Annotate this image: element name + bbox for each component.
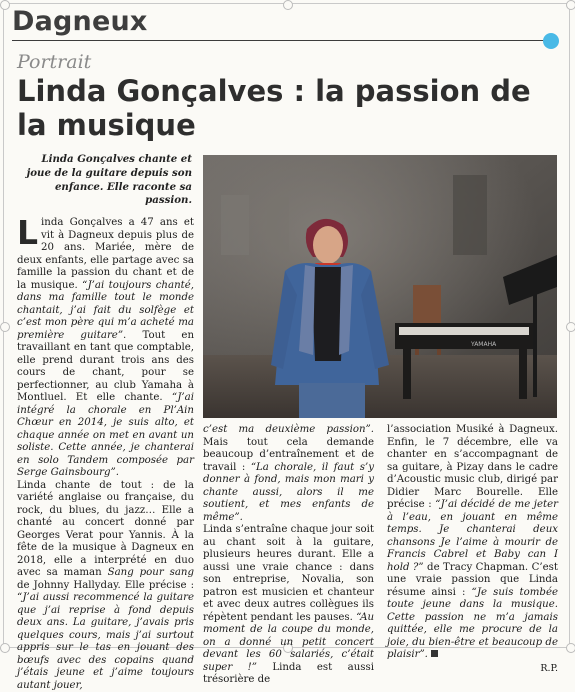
quote-text: c’est ma deuxième passion”. <box>203 424 374 435</box>
quote-text: “J’ai aussi recommencé la guitare que j’ai reprise à fond depuis deux ans. La guitare, j’avais pris quelques cours, mais j’ai surtout appris sur le tas en jouant des bœufs avec des copains quand j’étais jeune et j’aime toujours autant jouer, <box>17 592 194 691</box>
body-text: de Johnny Hallyday. Elle précise : <box>17 579 194 591</box>
edge-marker <box>566 322 575 332</box>
quote-text: “J’ai décidé de me jeter à l’eau, en jouant en même temps. Je chanterai deux chansons Je l’aime à mourir de Francis Cabrel et Baby can I hold ? <box>387 499 558 573</box>
article-kicker: Portrait <box>17 51 92 73</box>
body-text: Mais tout cela demande beaucoup d’entraînement et de travail : <box>203 436 374 473</box>
corner-marker <box>0 643 10 653</box>
drop-cap: L <box>17 213 39 252</box>
body-text: ” de Tracy Chapman. C’est une vraie passion que Linda résume ainsi : <box>387 561 558 598</box>
article-column-2 <box>203 424 374 687</box>
quote-text: “Au moment de la coupe du monde, on a donné un petit concert devant les 60 salariés, c’était super !” <box>203 611 374 673</box>
body-text: Tout en travaillant en tant que comptable, elle prend durant trois ans des cours de chant, pour se perfectionner, au club Yamaha à Montluel. Et elle chante. <box>17 329 195 403</box>
section-title: Dagneux <box>12 6 148 37</box>
body-text: Linda chante de tout : de la variété anglaise ou française, du rock, du blues, du jazz… Elle a chanté au concert donné par Georges Verat pour Yannis. À la fête de la musique à Dagneux en 2018, elle a interprété en duo avec sa maman <box>17 479 194 578</box>
article-lead: Linda Gonçalves chante et joue de la guitare depuis son enfance. Elle raconte sa passion. <box>26 153 192 207</box>
body-text: Linda s’entraîne chaque jour soit au chant soit à la guitare, plusieurs heures durant. Elle a aussi une vraie chance : dans son entreprise, Novalia, son patron est musicien et chanteur et avec deux autres collègues ils répètent pendant les pauses. <box>203 524 374 623</box>
quote-text: “Je suis tombée toute jeune dans la musique. Cette passion ne m’a jamais quittée, elle me procure de la joie, du bien-être et beaucoup de plaisir”. <box>387 586 558 660</box>
corner-marker <box>0 0 10 10</box>
accent-dot <box>543 33 559 49</box>
body-text: l’association Musiké à Dagneux. Enfin, le 7 décembre, elle va chanter en s’accompagnant de sa guitare, à Pizay dans le cadre d’Acoustic music club, dirigé par Didier Marc Bourelle. Elle précise : <box>387 424 558 510</box>
edge-marker <box>0 322 10 332</box>
section-rule <box>12 40 545 41</box>
quote-text: “J’ai intégré la chorale en Pl’Ain Chœur en 2014, je suis alto, et chaque année on met en avant un soliste. Cette année, je chanterai en solo Tandem composée par Serge Gainsbourg”. <box>17 392 194 478</box>
end-mark <box>431 650 438 657</box>
body-text: inda Gonçalves a 47 ans et vit à Dagneux depuis plus de 20 ans. Mariée, mère de deux enfants, elle partage avec sa famille la passion du chant et de la musique. <box>17 217 194 291</box>
article-column-3 <box>387 424 558 675</box>
corner-marker <box>566 0 575 10</box>
article-headline: Linda Gonçalves : la passion de la musique <box>17 74 531 142</box>
quote-text: “J’ai toujours chanté, dans ma famille tout le monde chantait, j’ai fait du solfège et c’est mon père qui m’a acheté ma première guitare”. <box>17 279 194 341</box>
article-column-1 <box>17 213 195 692</box>
body-text: Linda est aussi trésorière de <box>203 661 374 685</box>
song-title: Sang pour sang <box>107 567 194 578</box>
edge-marker <box>283 0 293 10</box>
signature: R.P. <box>540 662 558 674</box>
piano-brand: YAMAHA <box>471 341 497 348</box>
portrait-photo <box>203 155 557 418</box>
corner-marker <box>566 643 575 653</box>
quote-text: “La chorale, il faut s’y donner à fond, mais mon mari y chante aussi, alors il me soutient, et mes enfants de même”. <box>203 461 374 523</box>
